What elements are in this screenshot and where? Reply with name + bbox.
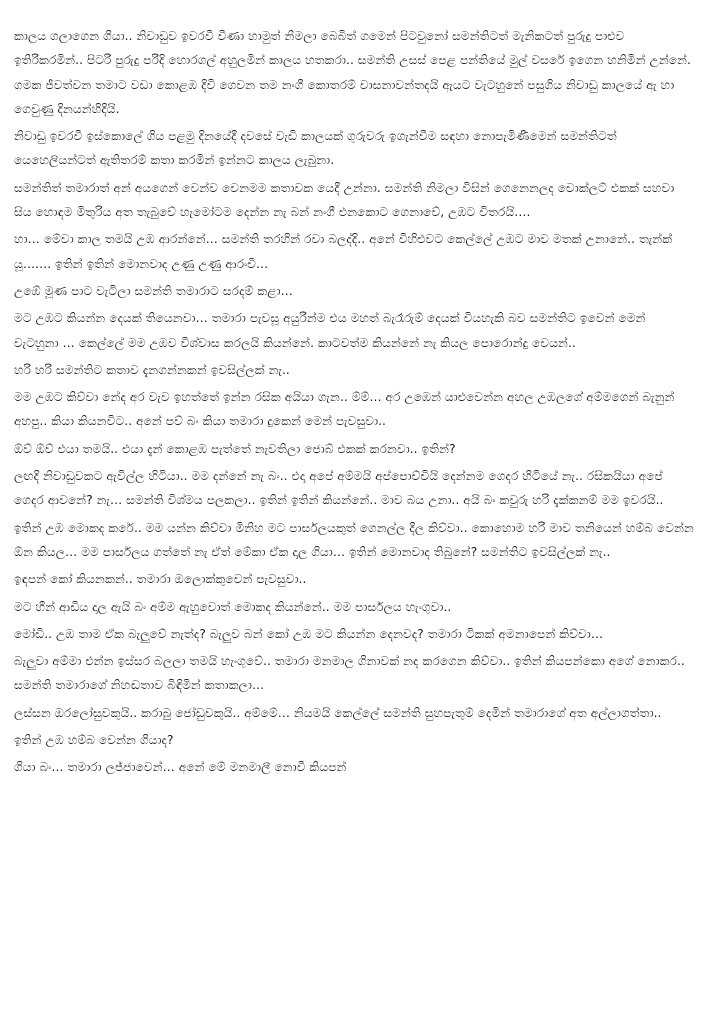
story-paragraph: ඕව් ඕව් එයා තමයි.. එයා දැන් කොළඹ පැත්තේ නැවතිලා ජොබ් එකක් කරනවා.. ඉතින්? [14,441,456,456]
story-paragraph: හරි හරි සමන්තිට කතාව දැනගන්නකන් ඉවසිල්ලක් නැ.. [14,362,290,377]
story-paragraph: මම උඹට කිව්වා නේද අර වැව ඉහත්තේ ඉන්න රසික අයියා ගැන.. ම්ම්… අර උඹෙන් යාළුවෙන්න අහල උඹලගේ අම්මගෙන් බැනුන් අහපු.. කියා කියනවිට.. අනේ පව් බං කියා තමාරා දුකෙන් මෙන් පැවසුවා.. [14,390,675,429]
story-paragraph: ඉතින් උඹ හම්බ වෙන්න ගියාද? [14,733,174,748]
story-paragraph: හා… මේවා කාල තමයි උඹ ආරන්නේ… සමන්ති තරහින් රවා බලද්දි.. අනේ විහිළුවට කෙල්ලේ උඹට මාව මතක් උනානේ.. තැන්ක් යූ……. ඉතින් ඉතින් මොනවාද උණු උණු ආරංචි… [14,232,673,271]
story-paragraph: නිවාඩු ඉවරවී ඉස්කොලේ ගිය පළමු දිනයේදී දවසේ වැඩි කාලයක් ගුරුවරු ඉගැන්වීම සඳහා නොපැමිණීමෙන් සමන්තිටත් යෙහෙලියන්ටත් ඇතිතරම් කතා කරමින් ඉන්නට කාලය ලැබුනා. [14,129,617,168]
story-paragraph: උඹේ මූණ පාට වැටිලා සමන්ති තමාරාට සරදම් කළා… [14,283,293,298]
story-paragraph: ගියා බං… තමාරා ලජ්ජාවෙන්… අනේ මේ මනමාලී නොවී කියපන් [14,760,347,775]
story-paragraph: මෝඩි.. උඹ තාම ඒක බැලුවේ නැත්ද? බැලුව බන් කෝ උඹ මට කියන්න දෙනවද? තමාරා ටිකක් අමනාපෙන් කිව්වා… [14,626,604,641]
story-paragraph: මට හීන් ආඩිය දාල ඇයි බං අම්ම ඇහුවොත් මොකද කියන්නේ.. මම පාර්සලය හැංගුවා.. [14,599,452,614]
story-paragraph: ඉතින් උඹ මොකද කරේ.. මම යන්න කිව්වා මිනිහ මට පාර්සලයකුත් ගෙනල්ල දීල කිව්වා.. කොහොම හරි මාව තනියෙන් හම්බ වෙන්න ඕන කියල… මම පාර්සලය ගත්තේ නැ ඒත් මේකා ඒක දාල ගියා… ඉතින් මොනවාද තිබුනේ? සමන්තිට ඉවසිල්ලක් නැ.. [14,520,694,559]
story-paragraph: කාලය ගලාගෙන ගියා.. නිවාඩුව ඉවරවී වීණා හාමුත් නිමලා බෙබිත් ගමෙන් පිටවුනෝ සමන්තිටත් මැනිකටත් පුරුදු පාළුව ඉතිරිකරමින්.. පිටරි පුරුදු පරිදි හොරගල් අහුලමින් කාලය හතකරා.. සමන්ති උසස් පෙළ පන්තියේ මුල් වසරේ ඉගෙන හනිමින් උන්නේ. ගමක ජීවත්වන තමාට වඩා කොළඹ දිවි ගෙවන තම නංගී කොතරම් වාසනාවන්තදයි ඇයට වැටහුනේ පසුගිය නිවාඩු කාලයේ ඇ හා ගෙවුණු දිනයන්හිදියි. [14,29,691,116]
story-paragraph: බැලුවා අම්මා එන්න ඉස්සර බලලා තමයි හැංගුවේ.. තමාරා මනමාල ගිනාවක් නද කරගෙන කිව්වා.. ඉතින් කියපන්කො අගේ නොකර.. සමන්ති තමාරාගේ නිහඬතාව බිඳිමින් කතාකලා… [14,654,685,693]
story-paragraph: ඉඳපන් කෝ කියනකන්.. තමාරා ඔලොක්කුවෙන් පැවසුවා.. [14,572,307,587]
story-paragraph: සමන්තිත් තමාරාත් අන් අයගෙන් වෙන්ව වෙනමම කතාවක යෙදී උන්නා. සමන්ති නිමලා විසින් ගෙනෙනලද චොක්ලට් එකක් සහවා සිය හොඳම මිතුරිය අත තැබුවේ හැමෝටම දෙන්න නැ බන් නංගී එනකොට ගෙනාවේ, උඹට විතරයි…. [14,180,675,220]
story-paragraph: මට උඹට කියන්න දෙයක් තියෙනවා… තමාරා පැවසූ අයුරින්ම එය මහත් බැරෑරුම් දෙයක් වියහැකි බව සමන්තිට ඉවෙන් මෙන් වැටහුනා … කෙල්ලේ මම උඹව විශ්වාස කරලයි කියන්නේ. කාටවත්ම කියන්නේ නැ කියල පොරොන්දු වෙයන්.. [14,311,646,350]
story-paragraph: ලඟදි නිවාඩුවකට ඇවිල්ල හිටියා.. මම දන්නේ නැ බං.. එදා අපේ අම්මයි අප්පොච්චියි දෙන්නම ගෙදර හිටියේ නැ.. රසිකයියා අපේ ගෙදර ආවනේ? නැ… සමන්ති විශ්මය පලකලා.. ඉතින් ඉතින් කියන්නේ.. මාව බය උනා.. අයි බං කවුරු හරි දැක්කනම් මම ඉවරයි.. [14,469,664,508]
story-paragraph: ලස්සන ඔරලෝසුවකුයි.. කරාබු ජෝඩුවකුයි.. අම්මේ… නියමයි කෙල්ලේ සමන්ති සුහපැතුම් දෙමින් තමාරාගේ අත අල්ලාගත්තා.. [14,705,662,720]
story-page [14,24,694,783]
